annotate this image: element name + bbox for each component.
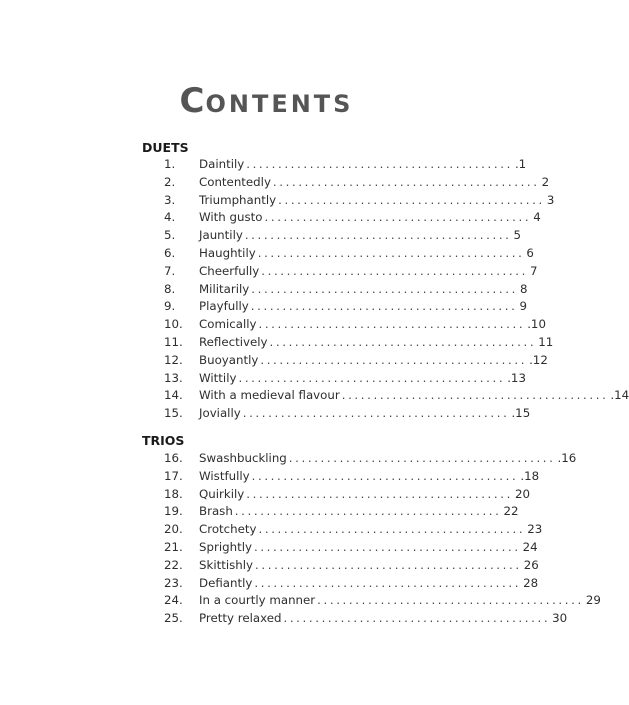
dot-leader: ..........................................: [272, 174, 540, 189]
entry-title: Sprightly: [199, 539, 252, 554]
entry-page: 24: [522, 539, 538, 554]
entry-title: Playfully: [199, 299, 249, 314]
dot-leader: ..........................................: [246, 486, 513, 501]
duets-section: [142, 139, 629, 423]
dot-leader: ..........................................: [253, 539, 521, 554]
entry-page: .13: [507, 370, 526, 385]
entry-number: 25.: [164, 611, 183, 626]
entry-number: 15.: [164, 406, 183, 421]
entry-page: .10: [527, 317, 546, 332]
entry-number: 11.: [164, 334, 183, 349]
entry-title: Jovially: [199, 406, 241, 421]
entry-title: Jauntily: [199, 228, 243, 243]
entry-page: .14: [610, 388, 629, 403]
entry-title: Brash: [199, 504, 233, 519]
entry-title: Defiantly: [199, 575, 253, 590]
toc-entry[interactable]: [142, 521, 543, 539]
trios-section: [142, 432, 601, 628]
entry-number: 2.: [164, 174, 176, 189]
dot-leader: ..........................................: [254, 575, 522, 590]
toc-entry[interactable]: [142, 503, 519, 521]
entry-title: In a courtly manner: [199, 593, 316, 608]
entry-page: .18: [520, 468, 540, 483]
entry-page: 11: [538, 334, 554, 349]
entry-title: Contentedly: [199, 174, 271, 189]
entry-page: 4: [533, 210, 541, 225]
entry-page: 29: [585, 593, 601, 608]
entry-number: 10.: [164, 317, 183, 332]
toc-entry[interactable]: [142, 405, 531, 423]
entry-page: 26: [523, 557, 539, 572]
entry-page: 5: [513, 228, 522, 243]
entry-number: 13.: [164, 370, 183, 385]
entry-number: 20.: [164, 522, 183, 537]
dot-leader: ..........................................: [261, 263, 528, 278]
entry-title: Triumphantly: [199, 192, 277, 207]
toc-entry[interactable]: [142, 209, 541, 227]
entry-title: Crotchety: [199, 522, 257, 537]
dot-leader: ..........................................: [341, 388, 609, 403]
entry-title: Swashbuckling: [199, 451, 287, 465]
entry-title: Pretty relaxed: [199, 611, 282, 626]
entry-number: 22.: [164, 557, 183, 572]
section-heading-duets: DUETS: [142, 140, 189, 155]
entry-number: 5.: [164, 228, 176, 243]
entry-page: 9: [519, 299, 527, 314]
entry-page: 6: [526, 245, 534, 260]
toc-entry[interactable]: [142, 557, 539, 575]
dot-leader: ..........................................: [255, 557, 522, 572]
toc-entry[interactable]: [142, 610, 568, 628]
dot-leader: ..........................................: [258, 522, 526, 537]
entry-number: 17.: [164, 468, 183, 483]
entry-page: 22: [503, 504, 519, 519]
dot-leader: ..........................................: [278, 192, 545, 207]
entry-title: Cheerfully: [199, 263, 260, 278]
dot-leader: ..........................................: [269, 334, 537, 349]
dot-leader: ..........................................: [238, 370, 506, 385]
dot-leader: ..........................................: [251, 468, 519, 483]
dot-leader: ..........................................: [257, 245, 525, 260]
entry-page: 8: [519, 281, 528, 296]
entry-number: 8.: [164, 281, 176, 296]
entry-title: With a medieval flavour: [199, 388, 340, 403]
toc-entry[interactable]: [142, 539, 538, 557]
toc-entry[interactable]: [142, 575, 539, 593]
entry-title: Wistfully: [199, 468, 250, 483]
entry-page: .15: [511, 406, 531, 421]
entry-page: 28: [523, 575, 539, 590]
entry-number: 7.: [164, 263, 176, 278]
entry-title: With gusto: [199, 210, 263, 225]
trios-list: [142, 450, 601, 628]
entry-page: .16: [557, 451, 577, 465]
toc-entry[interactable]: [142, 263, 538, 281]
dot-leader: ..........................................: [246, 157, 513, 171]
entry-number: 3.: [164, 192, 176, 207]
entry-title: Skittishly: [199, 557, 254, 572]
entry-page: 30: [552, 611, 568, 626]
entry-number: 18.: [164, 486, 183, 501]
entry-number: 4.: [164, 210, 176, 225]
page-title: [0, 81, 533, 121]
entry-number: 14.: [164, 388, 183, 403]
dot-leader: ..........................................: [258, 317, 526, 332]
entry-title: Reflectively: [199, 334, 268, 349]
toc-entry[interactable]: [142, 370, 526, 388]
entry-number: 12.: [164, 352, 183, 367]
toc-entry[interactable]: [142, 486, 530, 504]
toc-entry[interactable]: [142, 334, 554, 352]
toc-entry[interactable]: [142, 227, 522, 245]
entry-number: 6.: [164, 245, 176, 260]
toc-entry[interactable]: [142, 174, 550, 192]
entry-page: .12: [529, 352, 548, 367]
dot-leader: ..........................................: [251, 281, 518, 296]
toc-entry[interactable]: [142, 316, 546, 334]
entry-title: Quirkily: [199, 486, 245, 501]
dot-leader: ..........................................: [288, 451, 556, 465]
toc-entry[interactable]: [142, 450, 577, 468]
dot-leader: ..........................................: [250, 299, 518, 314]
dot-leader: ..........................................: [317, 593, 584, 608]
toc-entry[interactable]: [142, 387, 629, 405]
entry-title: Buoyantly: [199, 352, 259, 367]
entry-page: 2: [541, 174, 550, 189]
toc-entry[interactable]: [142, 352, 548, 370]
title-first-letter: C: [179, 81, 206, 121]
entry-title: Haughtily: [199, 245, 256, 260]
toc-entry[interactable]: [142, 192, 555, 210]
dot-leader: ..........................................: [283, 611, 551, 626]
entry-page: 3: [546, 192, 555, 207]
toc-entry[interactable]: [142, 156, 527, 174]
toc-entry[interactable]: [142, 468, 540, 486]
entry-page: .1: [514, 157, 527, 171]
entry-number: 19.: [164, 504, 183, 519]
toc-entry[interactable]: [142, 592, 601, 610]
entry-page: 20: [514, 486, 530, 501]
dot-leader: ..........................................: [260, 352, 528, 367]
entry-title: Daintily: [199, 157, 245, 171]
entry-page: 23: [527, 522, 543, 537]
title-rest: ONTENTS: [205, 90, 354, 118]
entry-number: 21.: [164, 539, 183, 554]
entry-title: Militarily: [199, 281, 250, 296]
entry-title: Wittily: [199, 370, 237, 385]
entry-page: 7: [529, 263, 538, 278]
entry-number: 9.: [164, 299, 176, 314]
entry-number: 16.: [164, 451, 183, 465]
toc-entry[interactable]: [142, 281, 528, 299]
toc-entry[interactable]: [142, 245, 534, 263]
section-heading-trios: TRIOS: [142, 433, 185, 448]
dot-leader: ..........................................: [264, 210, 532, 225]
entry-number: 23.: [164, 575, 183, 590]
dot-leader: ..........................................: [234, 504, 502, 519]
entry-number: 1.: [164, 157, 176, 171]
entry-number: 24.: [164, 593, 183, 608]
dot-leader: ..........................................: [244, 228, 512, 243]
toc-entry[interactable]: [142, 298, 527, 316]
dot-leader: ..........................................: [242, 406, 510, 421]
entry-title: Comically: [199, 317, 257, 332]
duets-list: [142, 156, 629, 423]
